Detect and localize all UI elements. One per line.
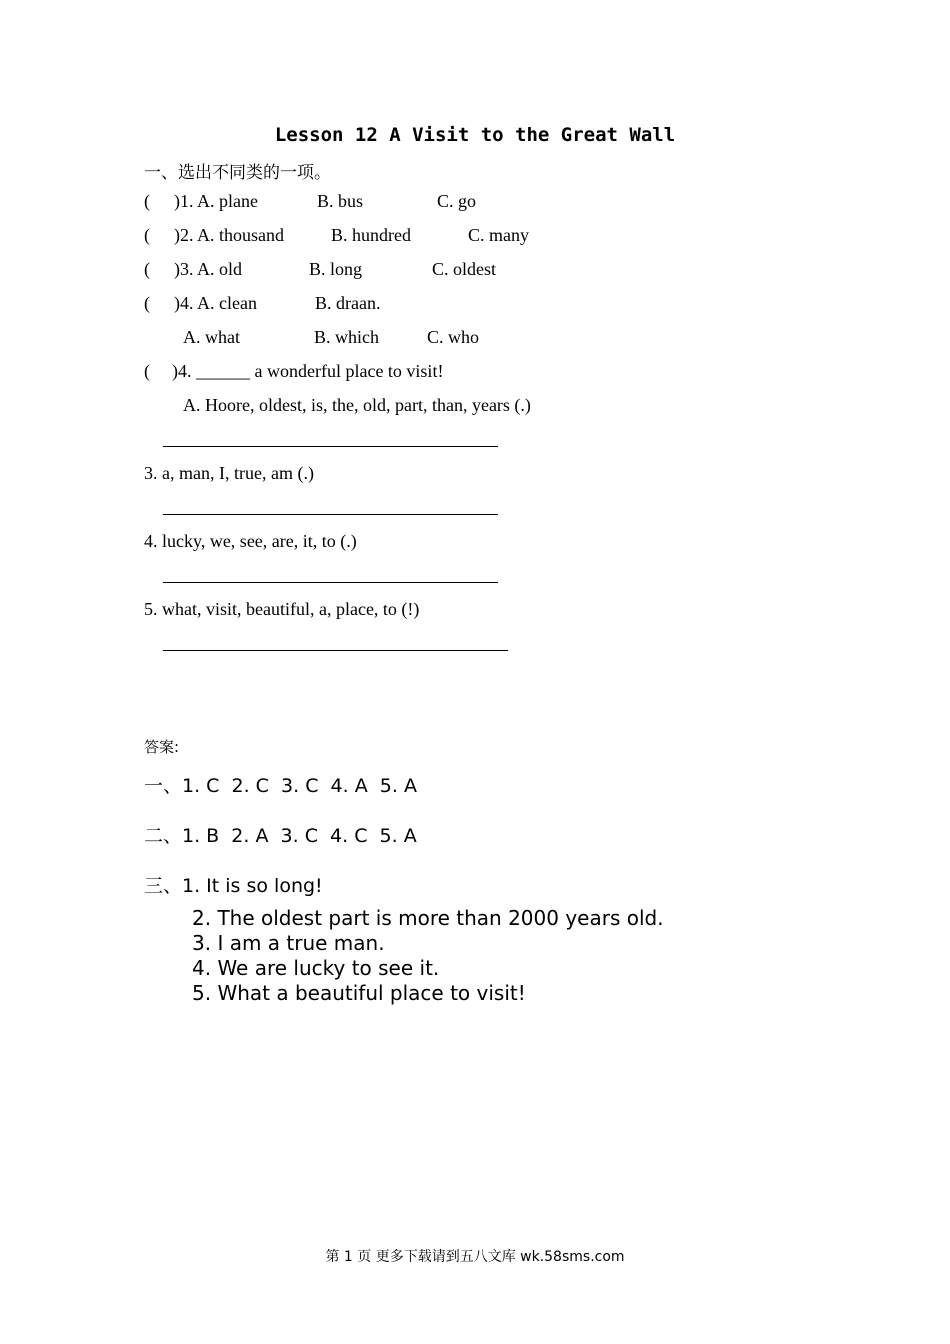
sentence-5: 5. what, visit, beautiful, a, place, to (!) (144, 599, 420, 619)
page-footer: 第 1 页 更多下载请到五八文库 wk.58sms.com (325, 1249, 625, 1265)
section1-heading: 一、选出不同类的一项。 (144, 163, 331, 183)
q5-paren: ( (144, 361, 150, 381)
answer-3-line-2: 2. The oldest part is more than 2000 years old. (192, 906, 664, 930)
q2-option-b: B. hundred (331, 225, 411, 245)
answer-line-4 (163, 650, 508, 651)
q4-option-b: B. draan. (315, 293, 381, 313)
answer-3-line-5: 5. What a beautiful place to visit! (192, 981, 526, 1005)
answer-section-1: 一、1. C 2. C 3. C 4. A 5. A (144, 775, 417, 797)
q1-option-a: )1. A. plane (174, 191, 258, 211)
answer-3-line-4: 4. We are lucky to see it. (192, 956, 440, 980)
q5-text: )4. ______ a wonderful place to visit! (172, 361, 444, 381)
sentence-3: 3. a, man, I, true, am (.) (144, 463, 314, 483)
q2-option-c: C. many (468, 225, 529, 245)
answer-line-3 (163, 582, 498, 583)
answers-label: 答案: (144, 738, 180, 756)
q5-option: A. Hoore, oldest, is, the, old, part, than, years (.) (183, 395, 531, 415)
q2-option-a: )2. A. thousand (174, 225, 284, 245)
q4b-option-a: A. what (183, 327, 240, 347)
q3-option-a: )3. A. old (174, 259, 243, 279)
answer-3-line-3: 3. I am a true man. (192, 931, 385, 955)
q3-option-b: B. long (309, 259, 363, 279)
q1-option-b: B. bus (317, 191, 364, 211)
q4-option-a: )4. A. clean (174, 293, 257, 313)
q4-paren: ( (144, 293, 150, 313)
answer-section-3: 三、1. It is so long! (144, 875, 323, 897)
q3-option-c: C. oldest (432, 259, 497, 279)
q1-paren: ( (144, 191, 150, 211)
q4b-option-c: C. who (427, 327, 480, 347)
answer-line-1 (163, 446, 498, 447)
answer-line-2 (163, 514, 498, 515)
answer-section-2: 二、1. B 2. A 3. C 4. C 5. A (144, 825, 417, 847)
q4b-option-b: B. which (314, 327, 379, 347)
sentence-4: 4. lucky, we, see, are, it, to (.) (144, 531, 357, 551)
q2-paren: ( (144, 225, 150, 245)
page-title: Lesson 12 A Visit to the Great Wall (274, 124, 676, 146)
q3-paren: ( (144, 259, 150, 279)
q1-option-c: C. go (437, 191, 477, 211)
